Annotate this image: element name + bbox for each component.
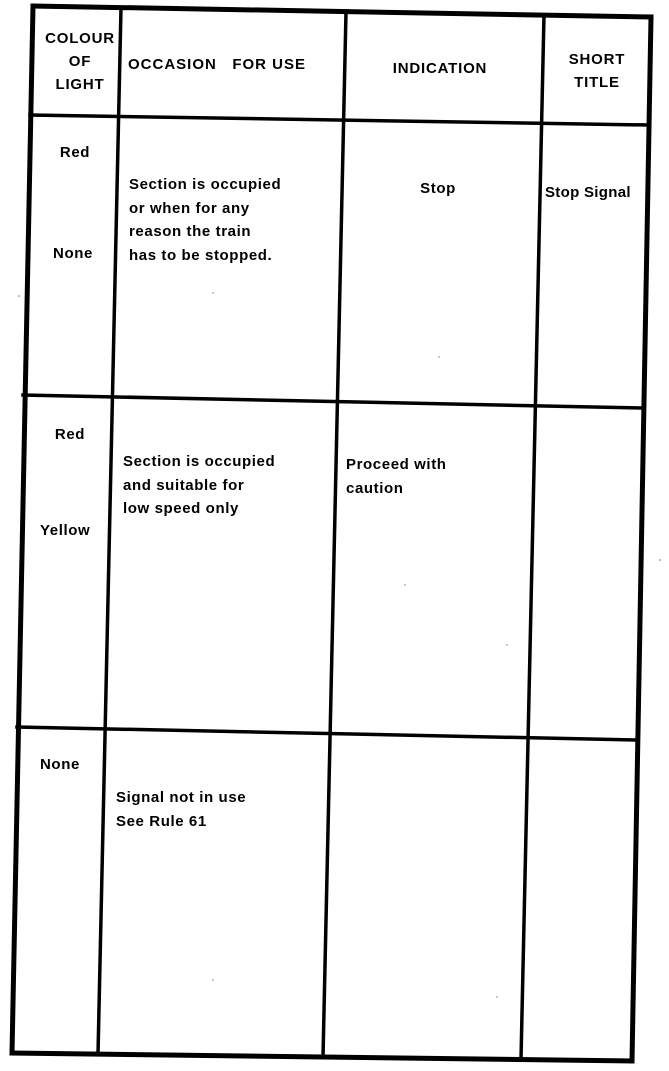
row2-occasion-line3: low speed only [123, 500, 239, 517]
row2-occasion-line2: and suitable for [123, 476, 245, 494]
row-divider-header [30, 115, 647, 125]
row1-occasion-line1: Section is occupied [129, 176, 282, 193]
row2-occasion-line1: Section is occupied [123, 453, 276, 470]
row3-occasion [116, 786, 246, 833]
col-divider-2 [323, 12, 346, 1057]
row2-indication-line1: Proceed with [346, 456, 447, 473]
row1-colour-top: Red [59, 144, 91, 161]
row1-occasion-line2: or when for any [129, 199, 250, 217]
header-indication: INDICATION [392, 60, 488, 77]
col-divider-1 [98, 8, 121, 1054]
row2-indication-line2: caution [346, 479, 404, 497]
row1-indication: Stop [420, 180, 456, 197]
row-divider-2 [17, 727, 636, 740]
border-left [12, 6, 33, 1053]
row3-colour-top: None [40, 756, 80, 773]
row3-occasion-line2: See Rule 61 [116, 812, 207, 830]
row2-colour-bottom: Yellow [40, 522, 91, 539]
border-top [33, 6, 651, 17]
row2-occasion [123, 450, 275, 521]
row-divider-1 [23, 395, 641, 408]
row1-short-title: Stop Signal [545, 184, 631, 201]
row1-occasion-line3: reason the train [129, 223, 252, 240]
header-colour-line1: COLOUR [45, 30, 115, 47]
row3-occasion-line1: Signal not in use [116, 789, 247, 806]
row2-indication [346, 453, 447, 500]
row2-colour-top: Red [54, 426, 86, 443]
header-colour-line2: OF [68, 53, 92, 70]
row1-occasion-line4: has to be stopped. [129, 246, 273, 264]
header-short-title-line1: SHORT [568, 51, 626, 68]
header-colour-of-light [38, 27, 122, 96]
row1-colour-bottom: None [53, 245, 93, 262]
col-divider-3 [521, 15, 544, 1059]
header-occasion-for-use: OCCASION FOR USE [128, 56, 307, 73]
header-short-title-line2: TITLE [574, 74, 620, 91]
header-colour-line3: LIGHT [55, 76, 105, 93]
header-short-title [549, 48, 645, 94]
row1-occasion [129, 173, 281, 267]
border-right [632, 17, 651, 1061]
